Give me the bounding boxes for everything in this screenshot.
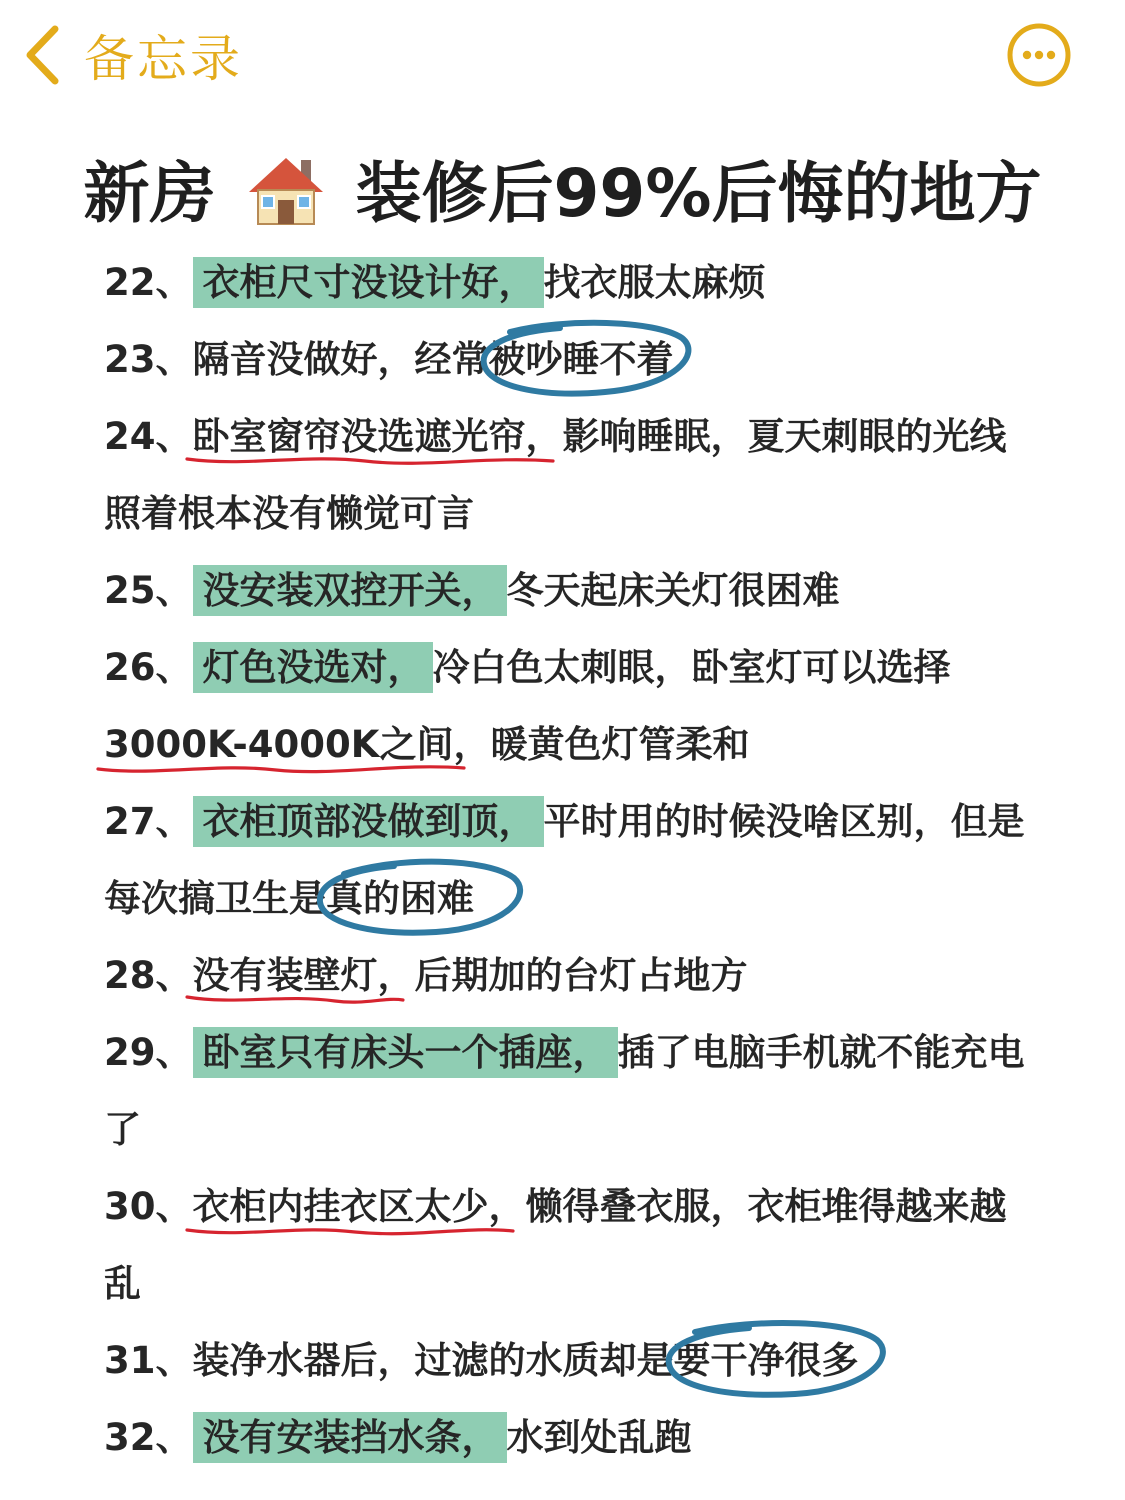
note-line-32 [104,1408,692,1468]
underline-mark [96,760,466,778]
note-line-29-cont [104,1100,141,1160]
title-text-before: 新房 [83,155,216,232]
line-text: 装净水器后，过滤的水质却是要干净很多 [192,1339,859,1382]
line-text: 水到处乱跑 [506,1416,692,1459]
line-text: 照着根本没有懒觉可言 [104,492,474,535]
line-text: 后期加的台灯占地方 [414,954,748,997]
underlined-text: 衣柜内挂衣区太少， [193,1185,526,1228]
note-line-27-cont [104,869,474,929]
highlighted-text: 没安装双控开关， [193,565,507,616]
line-text: 每次搞卫生是真的困难 [104,877,474,920]
item-number: 23、 [104,338,193,381]
underlined-text: 没有装壁灯， [193,954,415,997]
note-line-22 [104,253,766,313]
note-title [0,140,1125,242]
line-text: 冷白色太刺眼，卧室灯可以选择 [432,646,951,689]
house-icon [247,154,325,242]
highlighted-text: 没有安装挡水条， [193,1412,507,1463]
line-text: 找衣服太麻烦 [543,261,766,304]
note-line-27 [104,792,1025,852]
note-line-31 [104,1331,859,1391]
item-number: 25、 [104,569,193,612]
more-horizontal-icon [1006,22,1072,88]
note-line-24-cont [104,484,474,544]
underline-mark [185,1222,515,1240]
note-line-26 [104,638,951,698]
item-number: 29、 [104,1031,193,1074]
line-text: 插了电脑手机就不能充电 [617,1031,1025,1074]
item-number: 26、 [104,646,193,689]
back-label: 备忘录 [84,30,243,88]
item-number: 32、 [104,1416,193,1459]
underlined-text: 卧室窗帘没选遮光帘， [193,415,563,458]
note-line-30-cont [104,1254,141,1314]
note-line-24 [104,407,1007,467]
line-text: 了 [104,1108,141,1151]
line-text: 懒得叠衣服，衣柜堆得越来越 [525,1185,1007,1228]
item-number: 30、 [104,1185,193,1228]
note-line-28 [104,946,748,1006]
line-text: 冬天起床关灯很困难 [506,569,840,612]
line-text: 乱 [104,1262,141,1305]
note-line-23 [104,330,674,390]
note-line-26-cont [104,715,749,775]
line-text: 暖黄色灯管柔和 [490,723,750,766]
more-button[interactable] [1006,22,1072,88]
item-number: 24、 [104,415,193,458]
title-text-after: 装修后99%后悔的地方 [355,155,1042,232]
line-text: 隔音没做好，经常被吵睡不着 [192,338,674,381]
line-text: 平时用的时候没啥区别，但是 [543,800,1025,843]
line-text: 影响睡眠，夏天刺眼的光线 [562,415,1007,458]
underline-mark [185,991,405,1009]
underlined-text: 3000K-4000K之间， [104,723,490,766]
item-number: 28、 [104,954,193,997]
highlighted-text: 灯色没选对， [193,642,433,693]
note-line-29 [104,1023,1025,1083]
item-number: 22、 [104,261,193,304]
highlighted-text: 衣柜尺寸没设计好， [193,257,544,308]
item-number: 27、 [104,800,193,843]
chevron-left-icon [22,24,62,86]
highlighted-text: 衣柜顶部没做到顶， [193,796,544,847]
back-button[interactable] [22,22,243,88]
nav-bar [0,0,1125,110]
item-number: 31、 [104,1339,193,1382]
note-line-30 [104,1177,1007,1237]
note-line-25 [104,561,840,621]
underline-mark [185,452,555,470]
highlighted-text: 卧室只有床头一个插座， [193,1027,618,1078]
